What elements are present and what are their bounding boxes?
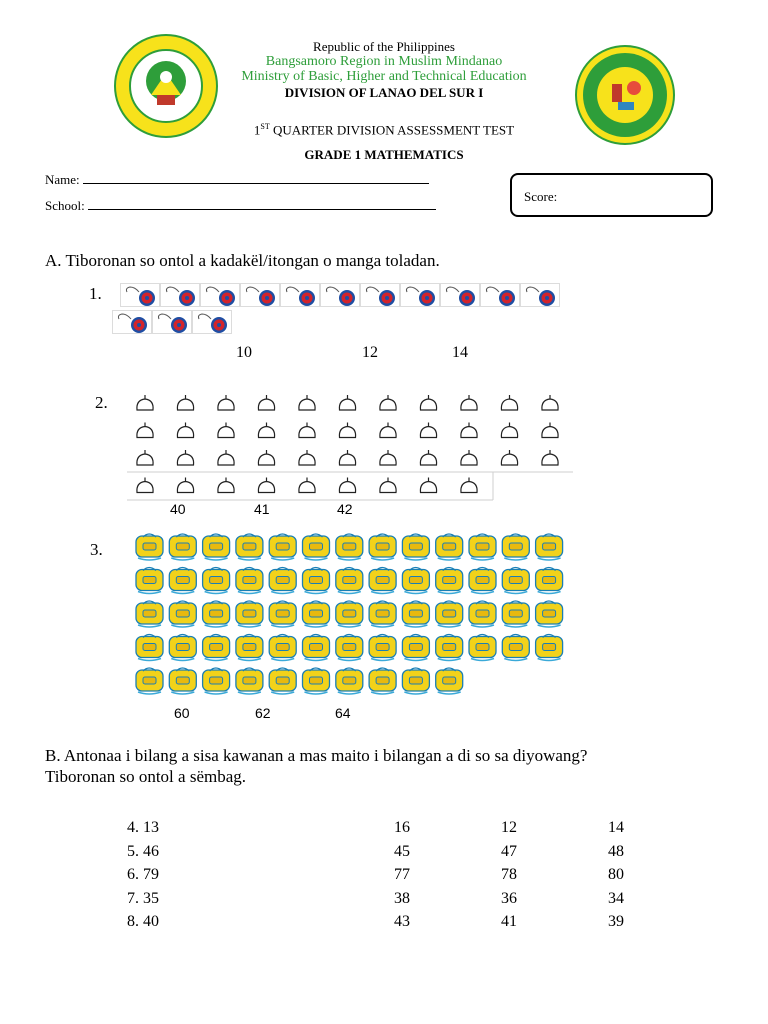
name-blank[interactable]: [83, 170, 429, 184]
ornament-icon: [501, 395, 517, 410]
score-label: Score:: [524, 189, 558, 204]
ornament-icon: [258, 423, 274, 438]
ornament-icon: [420, 450, 436, 465]
bag-icon: [402, 534, 429, 560]
yoyo-icon: [120, 283, 160, 307]
choice-4-a[interactable]: 16: [394, 819, 410, 836]
ornament-icon: [258, 478, 274, 493]
bag-icon: [336, 668, 363, 694]
question-8: 8. 40: [127, 913, 159, 930]
yoyo-row-1: [120, 283, 560, 307]
section-a-instruction: A. Tiboronan so ontol a kadakël/itongan o manga toladan.: [45, 251, 440, 270]
bag-icon: [136, 635, 163, 661]
yoyo-icon: [160, 283, 200, 307]
yoyo-icon: [480, 283, 520, 307]
ornament-icon: [258, 450, 274, 465]
ornament-icon: [299, 478, 315, 493]
item-3-choice-c[interactable]: 64: [335, 705, 351, 721]
choice-6-c[interactable]: 80: [608, 866, 624, 883]
bag-icon: [303, 668, 330, 694]
yoyo-icon: [320, 283, 360, 307]
division-line: DIVISION OF LANAO DEL SUR I: [284, 85, 484, 100]
item-2-choice-b[interactable]: 41: [254, 501, 270, 517]
question-4: 4. 13: [127, 819, 159, 836]
bag-icon: [236, 668, 263, 694]
bag-icon: [269, 534, 296, 560]
bag-grid: [132, 530, 572, 698]
ornament-icon: [299, 395, 315, 410]
yoyo-icon: [112, 310, 152, 334]
school-field[interactable]: [45, 196, 436, 214]
question-7: 7. 35: [127, 889, 159, 907]
choice-7-a[interactable]: 38: [394, 889, 410, 907]
item-2-choice-c[interactable]: 42: [337, 501, 353, 517]
bag-icon: [336, 635, 363, 661]
yoyo-icon: [192, 310, 232, 334]
bag-icon: [203, 635, 230, 661]
ornament-icon: [339, 423, 355, 438]
bag-icon: [436, 668, 463, 694]
ornament-icon: [501, 450, 517, 465]
choice-4-c[interactable]: 14: [608, 819, 624, 836]
bag-icon: [203, 568, 230, 594]
bag-icon: [136, 568, 163, 594]
bag-icon: [269, 568, 296, 594]
ornament-icon: [461, 395, 477, 410]
bag-icon: [236, 601, 263, 627]
name-label: Name:: [45, 172, 80, 187]
choice-8-a[interactable]: 43: [394, 913, 410, 930]
bag-icon: [203, 668, 230, 694]
bag-icon: [436, 534, 463, 560]
school-label: School:: [45, 198, 85, 213]
yoyo-icon: [240, 283, 280, 307]
choice-5-b[interactable]: 47: [501, 842, 517, 860]
bag-icon: [269, 601, 296, 627]
bag-icon: [469, 635, 496, 661]
bag-icon: [236, 534, 263, 560]
yoyo-icon: [520, 283, 560, 307]
choice-8-c[interactable]: 39: [608, 913, 624, 930]
ornament-icon: [380, 450, 396, 465]
choice-5-c[interactable]: 48: [608, 842, 624, 860]
yoyo-icon: [152, 310, 192, 334]
yoyo-icon: [440, 283, 480, 307]
item-3-choice-b[interactable]: 62: [255, 705, 271, 721]
bag-icon: [369, 635, 396, 661]
bag-icon: [436, 601, 463, 627]
ornament-icon: [299, 423, 315, 438]
bag-icon: [169, 568, 196, 594]
item-1-choice-a[interactable]: 10: [236, 344, 252, 361]
section-b-instruction-1: B. Antonaa i bilang a sisa kawanan a mas maito i bilangan a di so sa diyowang?: [45, 746, 588, 765]
yoyo-icon: [200, 283, 240, 307]
ornament-icon: [380, 395, 396, 410]
choice-4-b[interactable]: 12: [501, 819, 517, 836]
bag-icon: [469, 568, 496, 594]
bag-icon: [336, 601, 363, 627]
item-3-choice-a[interactable]: 60: [174, 705, 190, 721]
ornament-icon: [218, 395, 234, 410]
ornament-icon: [339, 478, 355, 493]
bag-icon: [169, 601, 196, 627]
ornament-icon: [461, 423, 477, 438]
item-1-number: 1.: [89, 284, 102, 303]
choice-7-b[interactable]: 36: [501, 889, 517, 907]
item-1-choice-b[interactable]: 12: [362, 344, 378, 361]
ornament-icon: [339, 395, 355, 410]
ornament-icon: [542, 423, 558, 438]
bag-icon: [536, 534, 563, 560]
bag-icon: [502, 568, 529, 594]
yoyo-row-2: [112, 310, 232, 334]
ornament-icon: [542, 395, 558, 410]
item-2-choice-a[interactable]: 40: [170, 501, 186, 517]
bag-icon: [369, 601, 396, 627]
bag-icon: [502, 534, 529, 560]
ornament-icon: [177, 395, 193, 410]
ornament-icon: [177, 423, 193, 438]
assessment-title: 1ST QUARTER DIVISION ASSESSMENT TEST: [253, 122, 515, 138]
choice-5-a[interactable]: 45: [394, 842, 410, 860]
ornament-icon: [461, 478, 477, 493]
yoyo-icon: [360, 283, 400, 307]
grade-title: GRADE 1 MATHEMATICS: [304, 147, 464, 162]
section-b-instruction-2: Tiboronan so ontol a sëmbag.: [45, 767, 247, 786]
bag-icon: [236, 635, 263, 661]
bag-icon: [169, 534, 196, 560]
yoyo-icon: [400, 283, 440, 307]
ornament-icon: [420, 423, 436, 438]
bag-icon: [136, 534, 163, 560]
item-3-number: 3.: [90, 540, 103, 559]
bag-icon: [536, 601, 563, 627]
ornament-icon: [137, 478, 153, 493]
bag-icon: [303, 601, 330, 627]
choice-7-c[interactable]: 34: [608, 889, 624, 907]
ornament-icon: [218, 478, 234, 493]
bag-icon: [203, 601, 230, 627]
bag-icon: [436, 635, 463, 661]
bag-icon: [502, 635, 529, 661]
ornament-icon: [380, 478, 396, 493]
ornament-icon: [461, 450, 477, 465]
ornament-icon: [420, 395, 436, 410]
bag-icon: [369, 668, 396, 694]
ornament-icon: [339, 450, 355, 465]
republic-line: Republic of the Philippines: [313, 39, 455, 54]
bag-icon: [536, 568, 563, 594]
ornament-icon: [218, 423, 234, 438]
ornament-icon: [137, 450, 153, 465]
ornament-icon: [420, 478, 436, 493]
choice-6-a[interactable]: 77: [394, 866, 410, 883]
bag-icon: [336, 534, 363, 560]
bag-icon: [269, 635, 296, 661]
region-line: Bangsamoro Region in Muslim Mindanao: [265, 54, 503, 69]
bag-icon: [303, 635, 330, 661]
choice-8-b[interactable]: 41: [501, 913, 517, 930]
ornament-icon: [177, 450, 193, 465]
ornament-icon: [137, 423, 153, 438]
bag-icon: [336, 568, 363, 594]
ornament-icon: [380, 423, 396, 438]
bag-icon: [269, 668, 296, 694]
bag-icon: [436, 568, 463, 594]
yoyo-icon: [280, 283, 320, 307]
ornament-icon: [218, 450, 234, 465]
bag-icon: [402, 568, 429, 594]
name-field[interactable]: [45, 170, 429, 188]
score-box[interactable]: [510, 173, 713, 217]
bag-icon: [536, 635, 563, 661]
question-6: 6. 79: [127, 866, 159, 883]
bag-icon: [502, 601, 529, 627]
bag-icon: [303, 568, 330, 594]
bag-icon: [236, 568, 263, 594]
bag-icon: [402, 635, 429, 661]
bag-icon: [369, 568, 396, 594]
ornament-icon: [501, 423, 517, 438]
ministry-line: Ministry of Basic, Higher and Technical Education: [241, 69, 527, 84]
bag-icon: [369, 534, 396, 560]
bag-icon: [136, 668, 163, 694]
choice-6-b[interactable]: 78: [501, 866, 517, 883]
item-2-number: 2.: [95, 393, 108, 412]
bag-icon: [469, 601, 496, 627]
bag-icon: [169, 635, 196, 661]
ornament-icon: [177, 478, 193, 493]
bag-icon: [203, 534, 230, 560]
ornament-grid: [127, 390, 573, 502]
ornament-icon: [137, 395, 153, 410]
bag-icon: [169, 668, 196, 694]
bag-icon: [469, 534, 496, 560]
question-5: 5. 46: [127, 842, 159, 860]
ornament-icon: [542, 450, 558, 465]
bag-icon: [402, 668, 429, 694]
item-1-choice-c[interactable]: 14: [452, 344, 468, 361]
bag-icon: [136, 601, 163, 627]
bag-icon: [402, 601, 429, 627]
school-blank[interactable]: [88, 196, 436, 210]
bag-icon: [303, 534, 330, 560]
ornament-icon: [299, 450, 315, 465]
ornament-icon: [258, 395, 274, 410]
